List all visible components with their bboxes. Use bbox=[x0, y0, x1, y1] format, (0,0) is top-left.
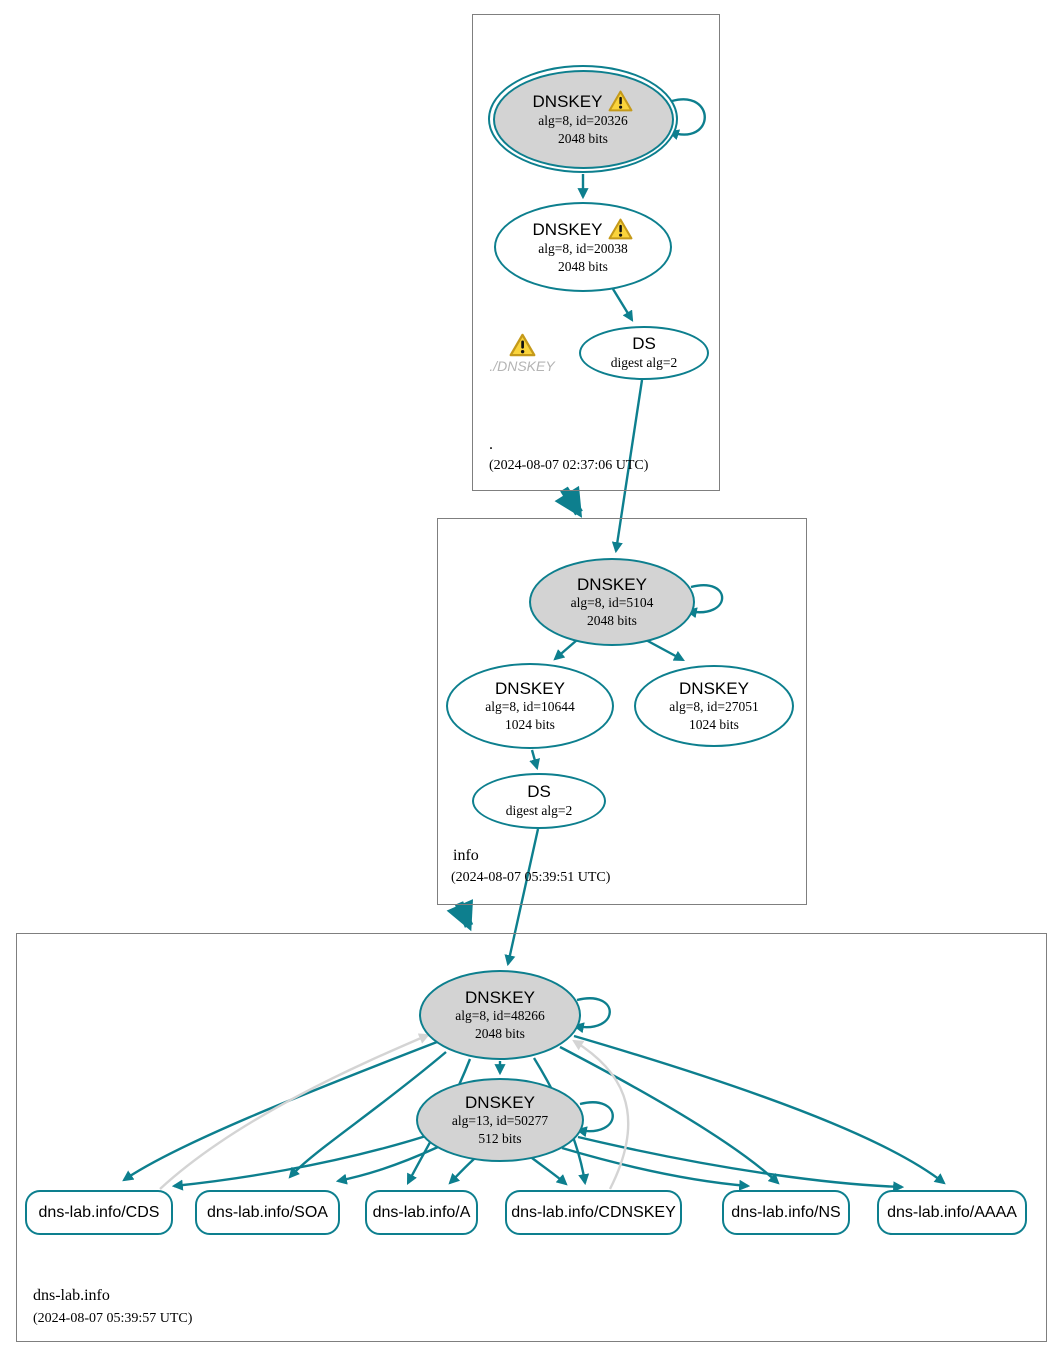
node-title-row bbox=[533, 218, 634, 240]
zone-timestamp-info: (2024-08-07 05:39:51 UTC) bbox=[451, 870, 611, 885]
edge-zone-info-to-dnslab bbox=[459, 903, 469, 926]
zone-name-root: . bbox=[489, 436, 493, 453]
node-info-ksk[interactable] bbox=[529, 558, 695, 646]
dnskey-label: DNSKEY bbox=[465, 1092, 535, 1112]
ds-digest: digest alg=2 bbox=[610, 355, 678, 370]
zone-name-info: info bbox=[453, 847, 479, 864]
zone-timestamp-root: (2024-08-07 02:37:06 UTC) bbox=[489, 458, 649, 473]
node-info-zsk2[interactable] bbox=[634, 665, 794, 747]
node-root-ds[interactable] bbox=[579, 326, 709, 380]
key-alg-id: alg=8, id=48266 bbox=[455, 1008, 545, 1024]
node-root-zsk[interactable] bbox=[494, 202, 672, 292]
key-bits: 2048 bits bbox=[558, 131, 608, 146]
root-dnskey-warning bbox=[485, 333, 559, 374]
node-root-ksk-body bbox=[493, 70, 674, 169]
zone-timestamp-dnslab: (2024-08-07 05:39:57 UTC) bbox=[33, 1311, 193, 1326]
key-alg-id: alg=8, id=27051 bbox=[669, 699, 759, 715]
key-alg-id: alg=13, id=50277 bbox=[451, 1113, 549, 1129]
node-info-zsk1[interactable] bbox=[446, 663, 614, 749]
dnskey-label: DNSKEY bbox=[532, 219, 603, 239]
node-dnslab-zsk[interactable] bbox=[416, 1078, 584, 1162]
dnskey-label: DNSKEY bbox=[495, 678, 565, 698]
rrset-a[interactable]: dns-lab.info/A bbox=[365, 1190, 478, 1235]
key-alg-id: alg=8, id=20038 bbox=[538, 241, 628, 257]
ds-digest: digest alg=2 bbox=[505, 803, 573, 818]
edge-zone-root-to-info bbox=[564, 489, 579, 513]
key-bits: 2048 bits bbox=[475, 1025, 525, 1041]
key-alg-id: alg=8, id=20326 bbox=[538, 113, 628, 129]
node-info-ds[interactable] bbox=[472, 773, 606, 829]
dnskey-label: DNSKEY bbox=[577, 574, 647, 594]
dnskey-label: DNSKEY bbox=[532, 91, 603, 111]
ds-label: DS bbox=[632, 334, 656, 354]
node-dnslab-ksk[interactable] bbox=[419, 970, 581, 1060]
ds-label: DS bbox=[527, 782, 551, 802]
key-alg-id: alg=8, id=10644 bbox=[485, 699, 575, 715]
dnskey-label: DNSKEY bbox=[679, 678, 749, 698]
root-dnskey-warning-label: ./DNSKEY bbox=[489, 358, 555, 374]
rrset-ns[interactable]: dns-lab.info/NS bbox=[722, 1190, 850, 1235]
rrset-aaaa[interactable]: dns-lab.info/AAAA bbox=[877, 1190, 1027, 1235]
key-bits: 2048 bits bbox=[587, 612, 637, 628]
rrset-soa[interactable]: dns-lab.info/SOA bbox=[195, 1190, 340, 1235]
node-root-ksk[interactable] bbox=[488, 65, 678, 173]
key-bits: 1024 bits bbox=[689, 716, 739, 732]
rrset-cds[interactable]: dns-lab.info/CDS bbox=[25, 1190, 173, 1235]
zone-name-dnslab: dns-lab.info bbox=[33, 1287, 110, 1304]
warning-icon bbox=[608, 90, 633, 112]
key-bits: 512 bits bbox=[478, 1130, 522, 1146]
dnskey-label: DNSKEY bbox=[465, 987, 535, 1007]
rrset-cdnskey[interactable]: dns-lab.info/CDNSKEY bbox=[505, 1190, 682, 1235]
key-bits: 2048 bits bbox=[558, 259, 608, 274]
key-bits: 1024 bits bbox=[505, 716, 555, 732]
node-title-row bbox=[533, 90, 634, 112]
key-alg-id: alg=8, id=5104 bbox=[570, 595, 654, 611]
warning-icon bbox=[608, 218, 633, 240]
warning-icon bbox=[509, 333, 536, 357]
